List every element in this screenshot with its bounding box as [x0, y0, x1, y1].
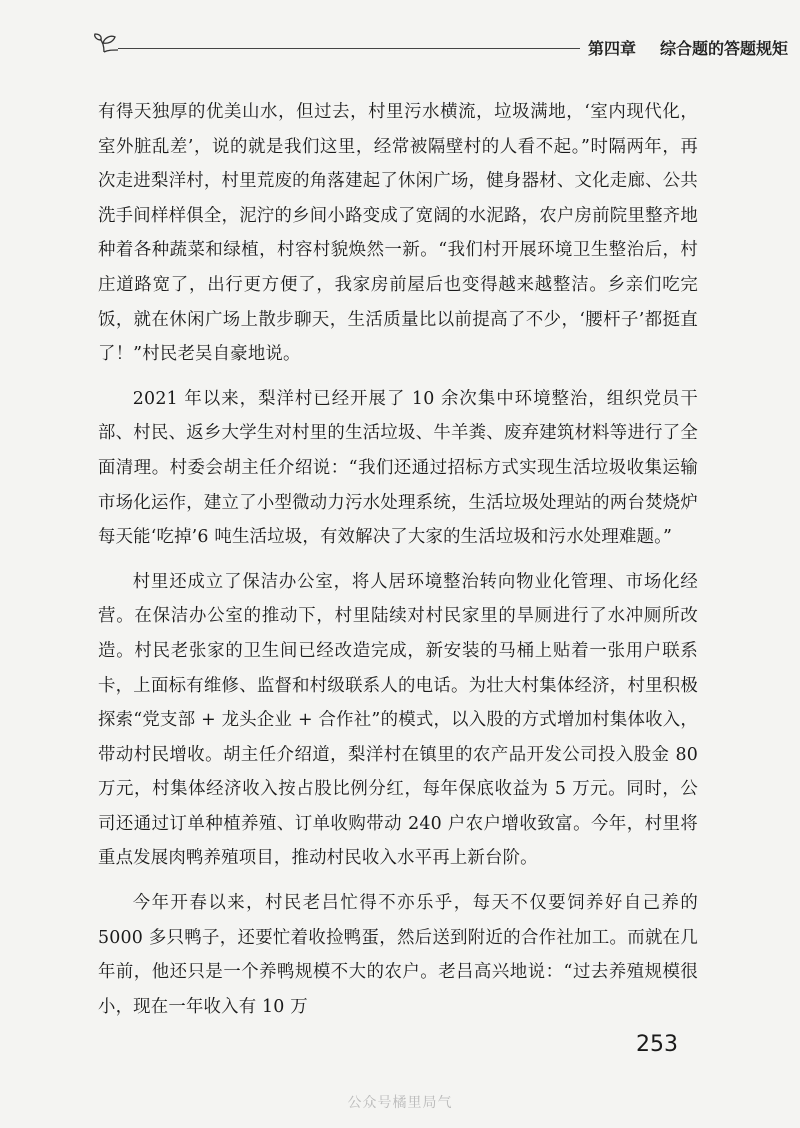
page-number: 253 — [636, 1032, 678, 1057]
sprout-icon — [92, 32, 118, 54]
running-header — [92, 30, 789, 60]
paragraph-1: 有得天独厚的优美山水，但过去，村里污水横流，垃圾满地，‘室内现代化，室外脏乱差’，说的就是我们这里，经常被隔壁村的人看不起。”时隔两年，再次走进梨洋村，村里荒废的角落建起了休闲广场，健身器材、文化走廊、公共洗手间样样俱全，泥泞的乡间小路变成了宽阔的水泥路，农户房前院里整齐地种着各种蔬菜和绿植，村容村貌焕然一新。“我们村开展环境卫生整治后，村庄道路宽了，出行更方便了，我家房前屋后也变得越来越整洁。乡亲们吃完饭，就在休闲广场上散步聊天，生活质量比以前提高了不少，‘腰杆子’都挺直了！”村民老吴自豪地说。 — [98, 102, 698, 365]
chapter-label: 第四章 — [588, 39, 637, 58]
paragraph-2: 2021 年以来，梨洋村已经开展了 10 余次集中环境整治，组织党员干部、村民、返乡大学生对村里的生活垃圾、牛羊粪、废弃建筑材料等进行了全面清理。村委会胡主任介绍说：“我们还通过招标方式实现生活垃圾收集运输市场化运作，建立了小型微动力污水处理系统，生活垃圾处理站的两台焚烧炉每天能‘吃掉’6 吨生活垃圾，有效解决了大家的生活垃圾和污水处理难题。” — [98, 388, 698, 548]
watermark: 公众号橘里局气 — [347, 1095, 453, 1111]
chapter-title: 综合题的答题规矩 — [660, 39, 789, 58]
paragraph-3: 村里还成立了保洁办公室，将人居环境整治转向物业化管理、市场化经营。在保洁办公室的推动下，村里陆续对村民家里的旱厕进行了水冲厕所改造。村民老张家的卫生间已经改造完成，新安装的马桶上贴着一张用户联系卡，上面标有维修、监督和村级联系人的电话。为壮大村集体经济，村里积极探索“党支部 + 龙头企业 + 合作社”的模式，以入股的方式增加村集体收入，带动村民增收。胡主任介绍道，梨洋村在镇里的农产品开发公司投入股金 80 万元，村集体经济收入按占股比例分红，每年保底收益为 5 万元。同时，公司还通过订单种植养殖、订单收购带动 240 户农户增收致富。今年，村里将重点发展肉鸭养殖项目，推动村民收入水平再上新台阶。 — [98, 571, 698, 869]
header-rule — [118, 48, 580, 49]
paragraph-4: 今年开春以来，村民老吕忙得不亦乐乎，每天不仅要饲养好自己养的 5000 多只鸭子，还要忙着收捡鸭蛋，然后送到附近的合作社加工。而就在几年前，他还只是一个养鸭规模不大的农户。老吕高兴地说：“过去养殖规模很小，现在一年收入有 10 万 — [98, 893, 698, 1017]
body-text — [98, 95, 698, 1024]
